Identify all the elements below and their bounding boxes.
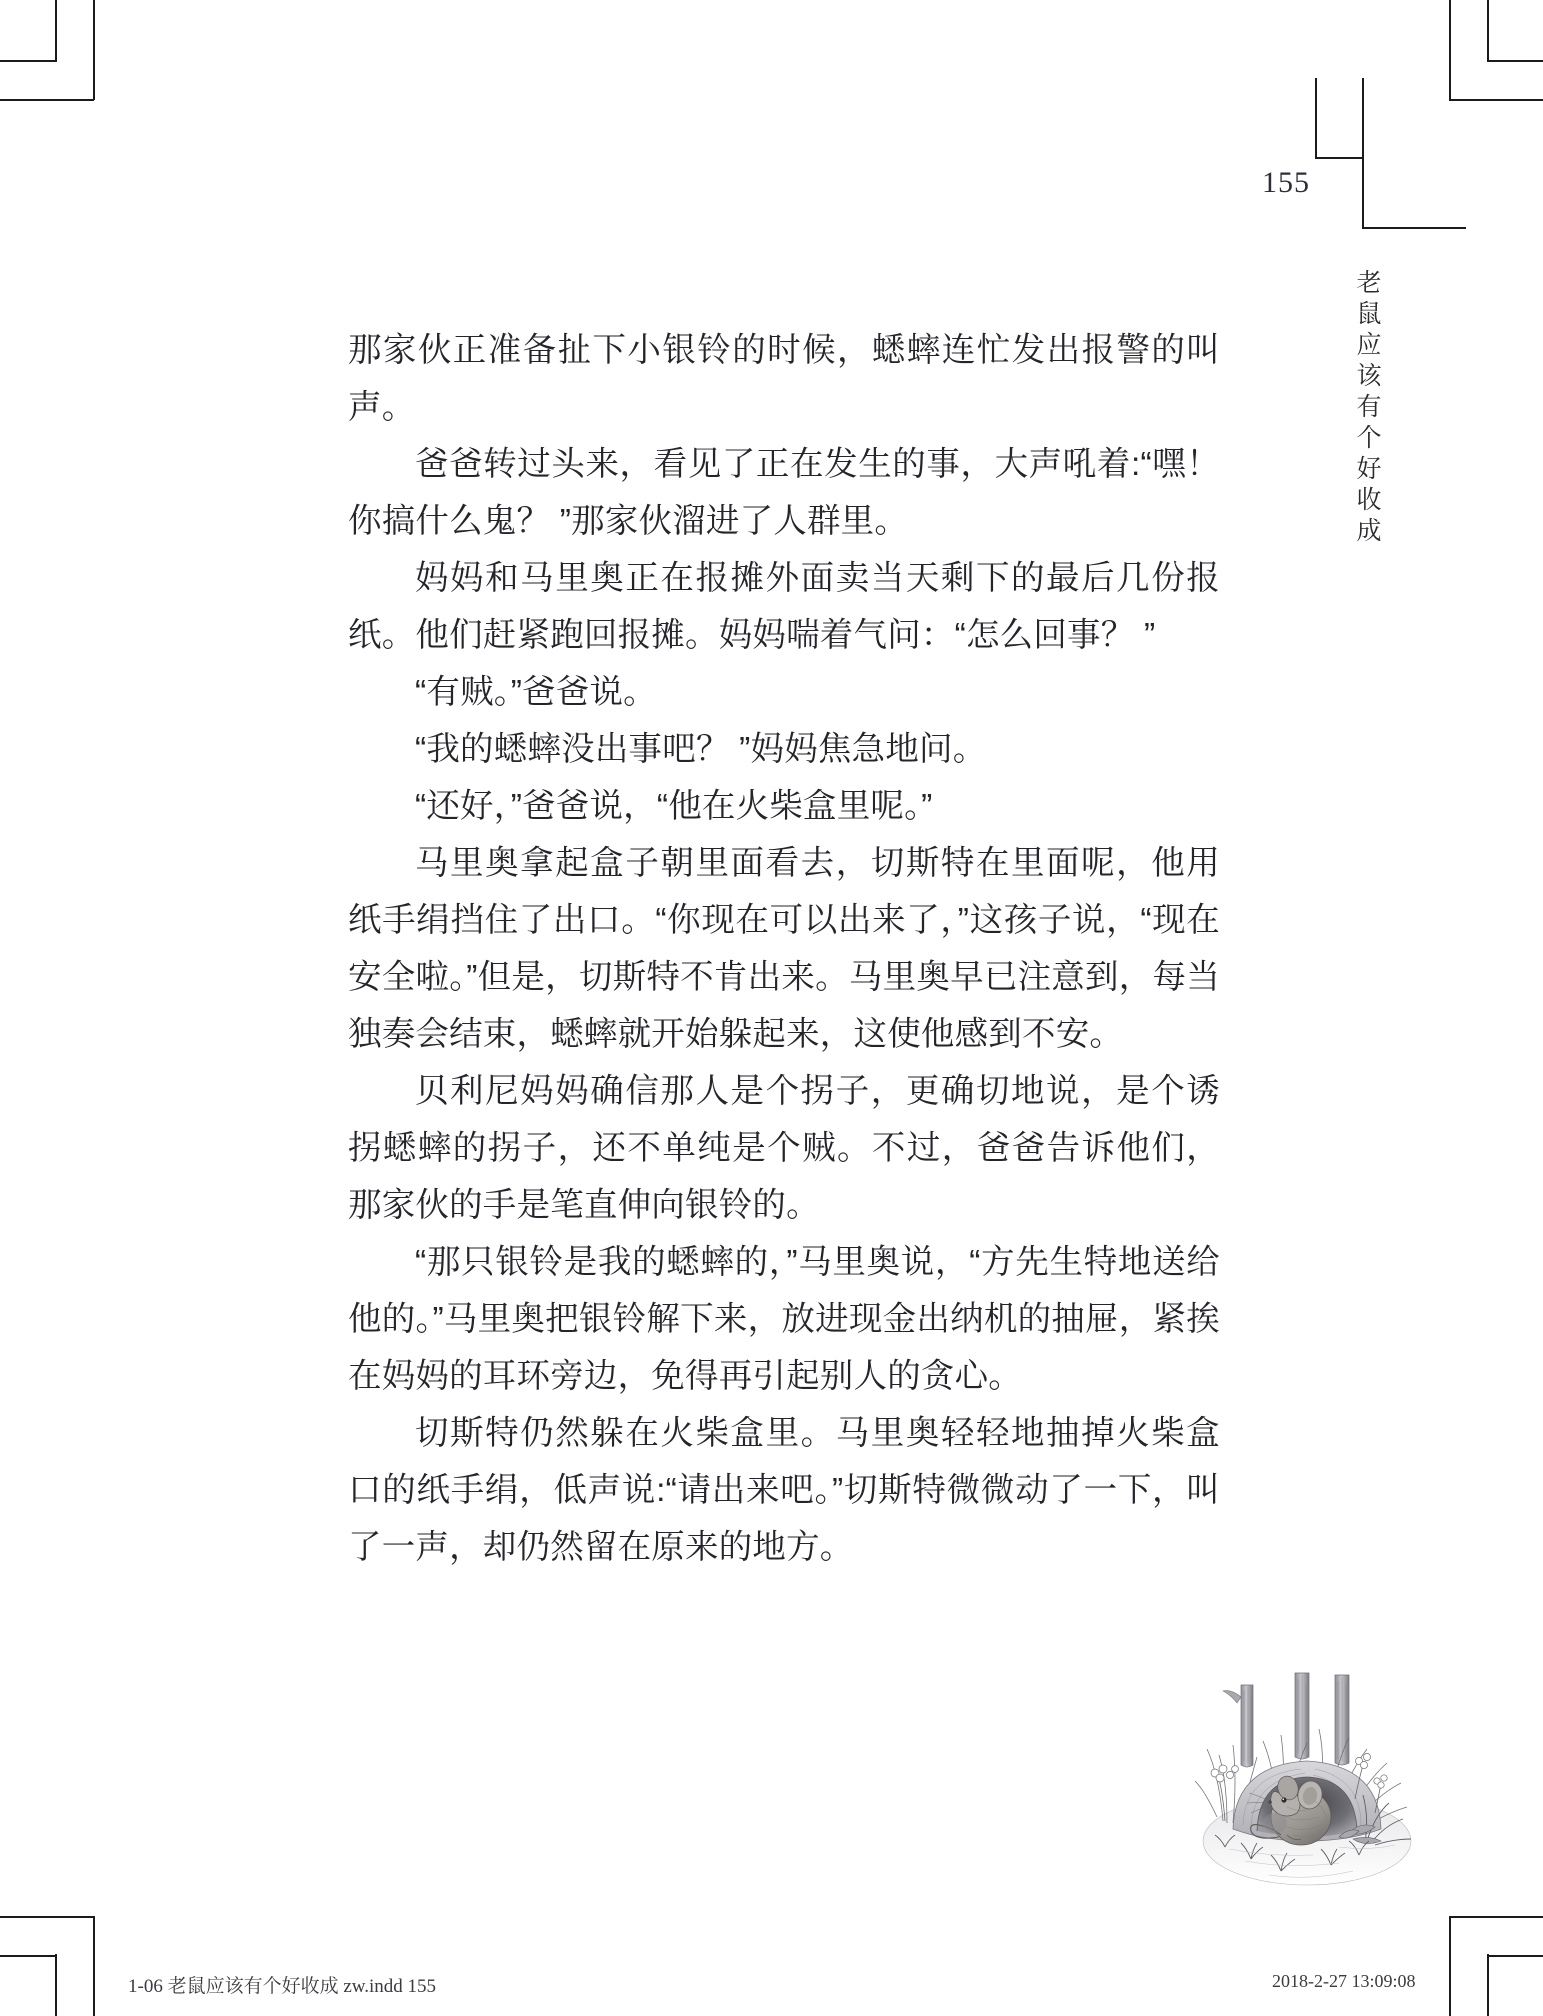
body-text <box>348 322 1220 1576</box>
mouse-burrow-illustration <box>1189 1645 1419 1895</box>
crop-mark-bottom-right <box>1449 1916 1543 1918</box>
page-number: 155 <box>1262 166 1310 199</box>
crop-mark-bottom-left <box>93 1916 95 2016</box>
crop-mark-top-left-outer <box>0 60 56 62</box>
footer-filename-text: 1-06 老鼠应该有个好收成 zw.indd <box>128 1976 403 1997</box>
page-number-rule <box>1315 157 1363 159</box>
paragraph: “有贼。”爸爸说。 <box>415 674 657 711</box>
footer-timestamp: 2018-2-27 13:09:08 <box>1272 1971 1416 1991</box>
crop-mark-bottom-right <box>1449 1916 1451 2016</box>
crop-mark-top-right <box>1449 99 1543 101</box>
crop-mark-top-right-outer <box>1488 60 1543 62</box>
crop-mark-top-left-outer <box>55 0 57 62</box>
paragraph: 爸爸转过头来，看见了正在发生的事，大声吼着:“嘿！你搞什么鬼？ ”那家伙溜进了人群里。 <box>348 446 1220 540</box>
running-head-char: 成 <box>1356 517 1382 545</box>
paragraph: 切斯特仍然躲在火柴盒里。马里奥轻轻地抽掉火柴盒口的纸手绢，低声说:“请出来吧。”切斯特微微动了一下，叫了一声，却仍然留在原来的地方。 <box>348 1415 1220 1566</box>
crop-mark-top-left <box>93 0 95 100</box>
paragraph: “我的蟋蟀没出事吧？ ”妈妈焦急地问。 <box>415 731 987 768</box>
crop-mark-bottom-right-outer <box>1488 1955 1543 1957</box>
running-head-char: 个 <box>1356 424 1382 452</box>
paragraph: 马里奥拿起盒子朝里面看去，切斯特在里面呢，他用纸手绢挡住了出口。“你现在可以出来了，”这孩子说，“现在安全啦。”但是，切斯特不肯出来。马里奥早已注意到，每当独奏会结束，蟋蟀就开始躲起来，这使他感到不安。 <box>348 845 1220 1053</box>
running-head-char: 老 <box>1356 269 1382 297</box>
paragraph: 那家伙正准备扯下小银铃的时候，蟋蟀连忙发出报警的叫声。 <box>348 332 1220 426</box>
running-head-char: 有 <box>1356 393 1382 421</box>
paragraph: 妈妈和马里奥正在报摊外面卖当天剩下的最后几份报纸。他们赶紧跑回报摊。妈妈喘着气问：“怎么回事？ ” <box>348 560 1220 654</box>
page-number-rule <box>1362 227 1466 229</box>
crop-mark-top-right-outer <box>1487 0 1489 62</box>
footer-page-ref: 155 <box>407 1976 437 1997</box>
page-number-rule <box>1315 78 1317 158</box>
crop-mark-bottom-right-outer <box>1487 1954 1489 2016</box>
running-head-char: 该 <box>1356 362 1382 390</box>
page-number-rule <box>1362 78 1364 228</box>
paragraph: 贝利尼妈妈确信那人是个拐子，更确切地说，是个诱拐蟋蟀的拐子，还不单纯是个贼。不过，爸爸告诉他们，那家伙的手是笔直伸向银铃的。 <box>348 1073 1220 1224</box>
running-head <box>1352 268 1386 547</box>
running-head-char: 应 <box>1356 331 1382 359</box>
crop-mark-top-right <box>1449 0 1451 100</box>
paragraph: “还好，”爸爸说，“他在火柴盒里呢。” <box>415 788 933 825</box>
crop-mark-top-left <box>0 99 94 101</box>
footer-filename <box>128 1971 436 1998</box>
crop-mark-bottom-left <box>0 1916 94 1918</box>
crop-mark-bottom-left-outer <box>55 1954 57 2016</box>
running-head-char: 收 <box>1356 486 1382 514</box>
running-head-char: 好 <box>1356 455 1382 483</box>
crop-mark-bottom-left-outer <box>0 1955 56 1957</box>
running-head-char: 鼠 <box>1356 300 1382 328</box>
paragraph: “那只银铃是我的蟋蟀的，”马里奥说，“方先生特地送给他的。”马里奥把银铃解下来，放进现金出纳机的抽屉，紧挨在妈妈的耳环旁边，免得再引起别人的贪心。 <box>348 1244 1220 1395</box>
